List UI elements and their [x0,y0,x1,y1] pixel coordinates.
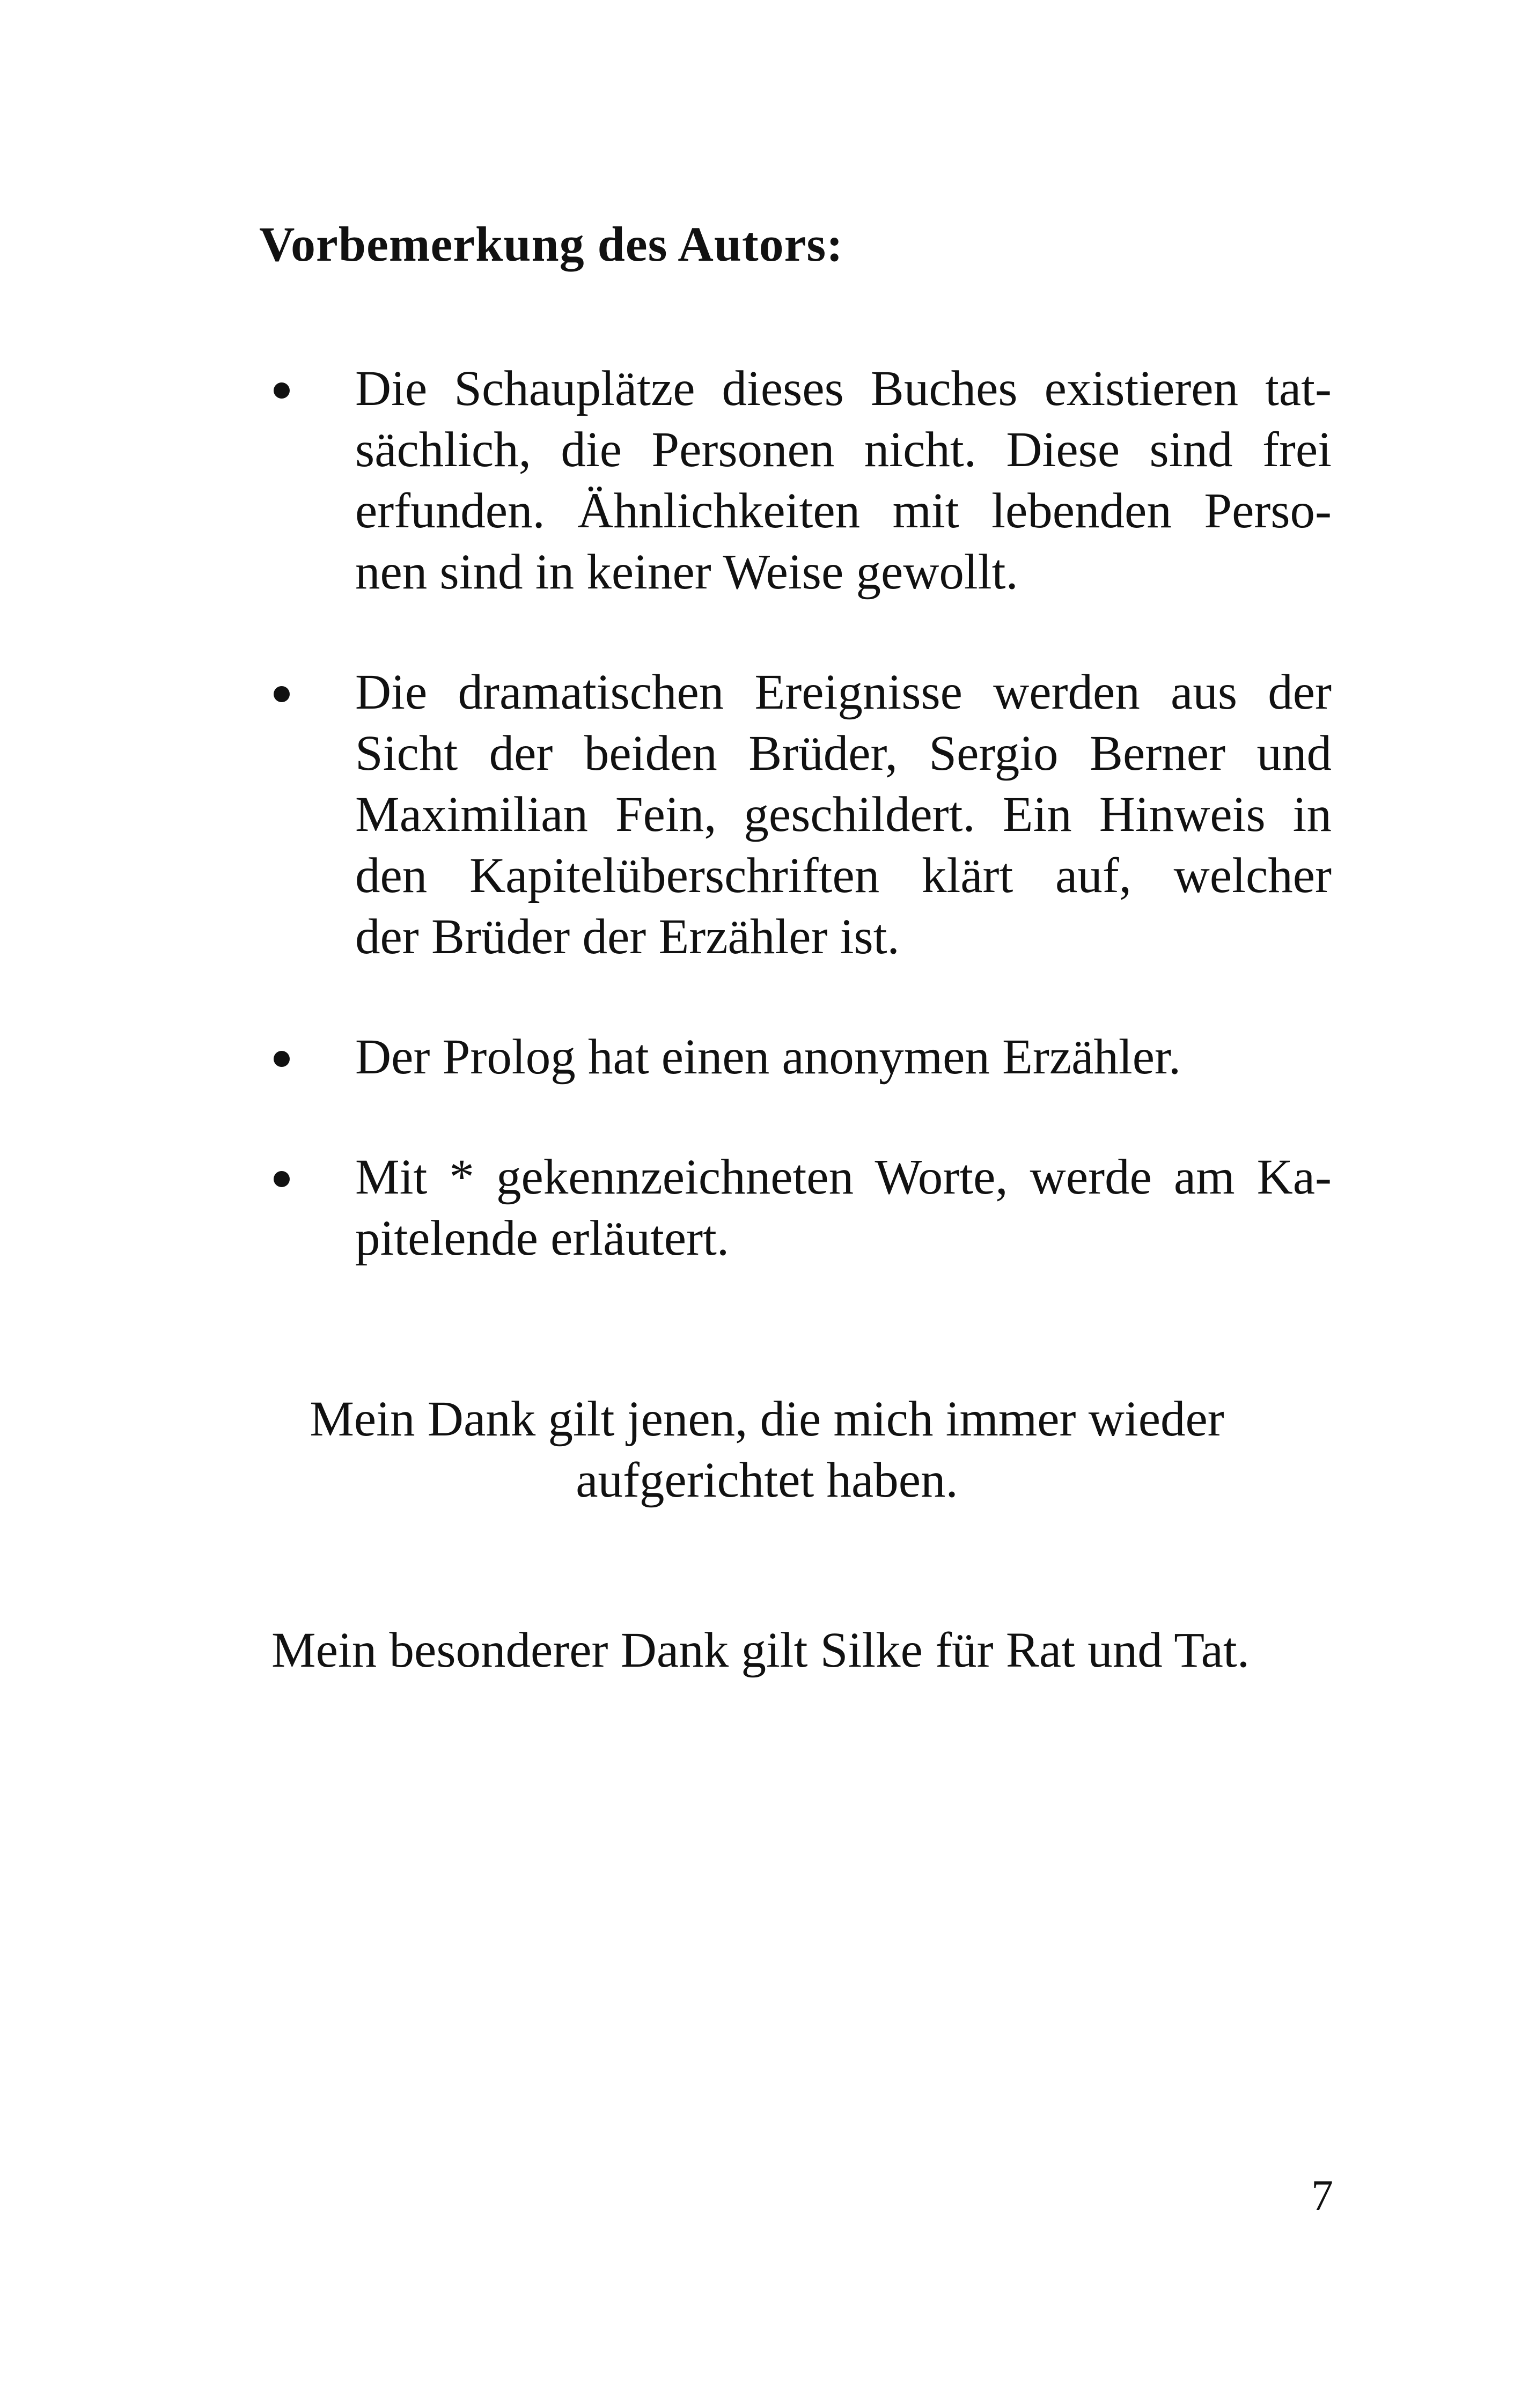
text-line: sächlich, die Personen nicht. Diese sind frei [355,422,1332,477]
text-line: den Kapitelüberschriften klärt auf, welcher [355,848,1332,903]
text-line: Die dramatischen Ereignisse werden aus der [355,665,1332,720]
text-line: aufgerichtet haben. [576,1453,958,1508]
text-line: Die Schauplätze dieses Buches existieren tat- [355,361,1332,416]
list-item-text [355,358,1332,603]
text-line: Sicht der beiden Brüder, Sergio Berner und [355,726,1332,781]
page-number: 7 [1311,2171,1333,2220]
bullet-icon [274,686,290,702]
notes-list [274,358,1332,1269]
list-item-text [355,662,1332,968]
bullet-icon [274,1171,290,1187]
text-line: Mit * gekennzeichneten Worte, werde am Ka- [355,1150,1332,1205]
text-line: Der Prolog hat einen anonymen Erzähler. [355,1029,1181,1085]
text-line: nen sind in keiner Weise gewollt. [355,544,1018,600]
page-heading: Vorbemerkung des Autors: [259,217,843,271]
text-line: der Brüder der Erzähler ist. [355,909,900,964]
list-item [274,1027,1332,1088]
list-item [274,1147,1332,1269]
list-item [274,662,1332,968]
acknowledgement-special [0,1620,1521,1681]
text-line: Maximilian Fein, geschildert. Ein Hinweis in [355,787,1332,842]
acknowledgement-general [6,1389,1521,1511]
list-item-text [355,1027,1332,1088]
text-line: Mein Dank gilt jenen, die mich immer wieder [310,1391,1224,1447]
bullet-icon [274,1051,290,1067]
text-line: pitelende erläutert. [355,1211,730,1266]
text-line: erfunden. Ähnlichkeiten mit lebenden Perso- [355,483,1332,539]
text-line: Mein besonderer Dank gilt Silke für Rat und Tat. [271,1623,1250,1678]
list-item-text [355,1147,1332,1269]
bullet-icon [274,382,290,399]
list-item [274,358,1332,603]
